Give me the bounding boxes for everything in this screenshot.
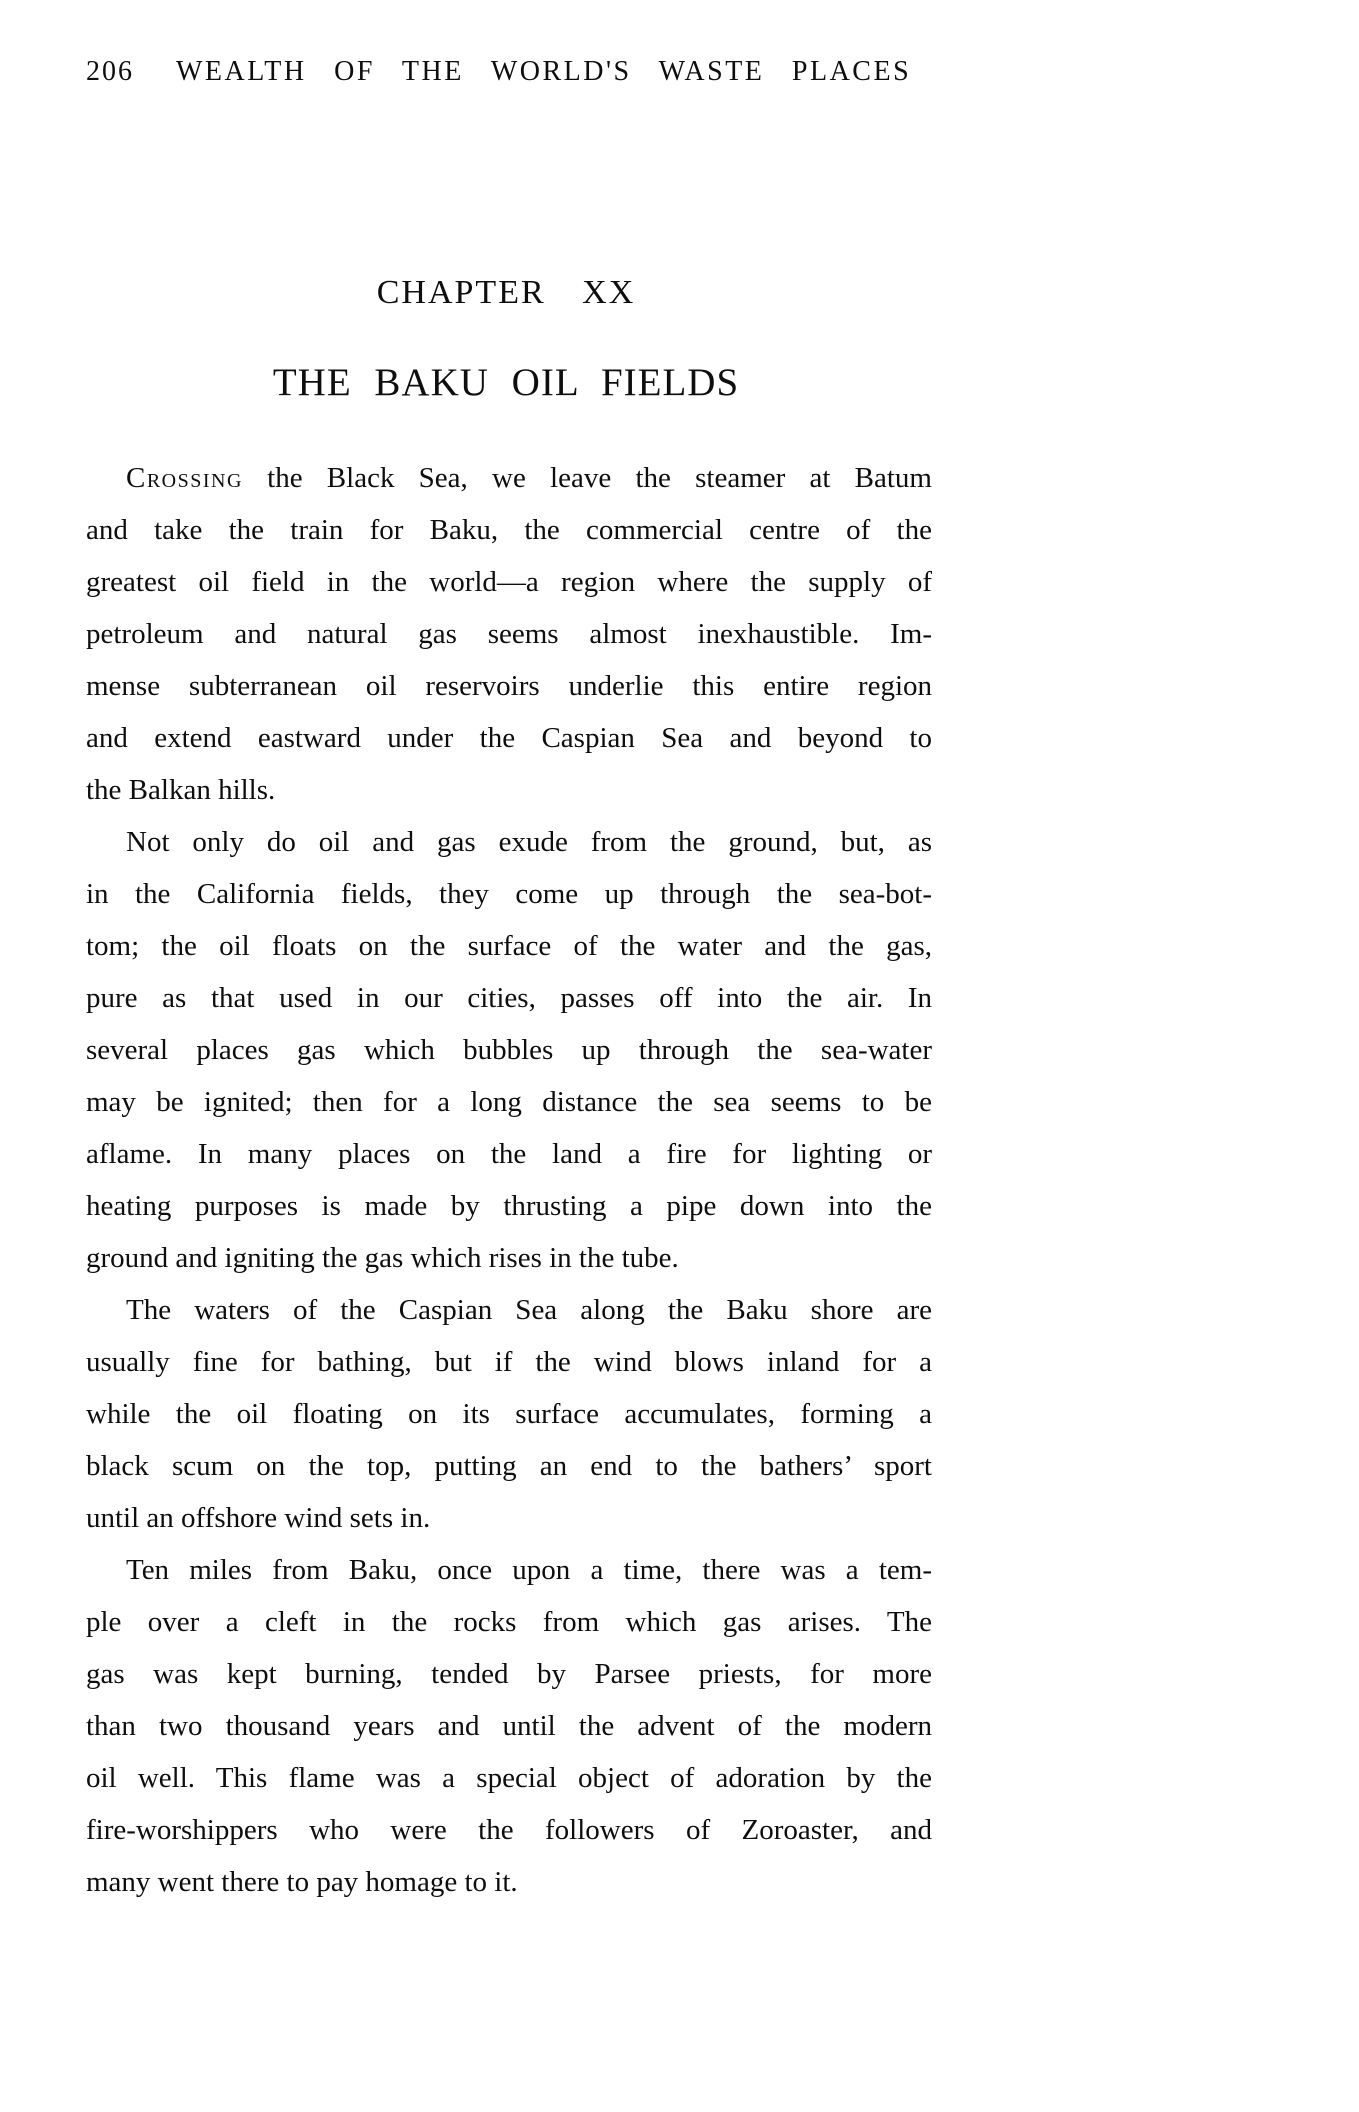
chapter-heading: CHAPTER XX	[376, 274, 636, 311]
paragraph	[86, 452, 932, 816]
text-line: tom; the oil floats on the surface of the water and the gas,	[86, 930, 932, 962]
chapter-title: THE BAKU OIL FIELDS	[272, 361, 740, 404]
paragraph	[86, 1284, 932, 1544]
text-line: Crossing the Black Sea, we leave the steamer at Batum	[126, 462, 932, 494]
text-line: mense subterranean oil reservoirs underlie this entire region	[86, 670, 932, 702]
text-line: may be ignited; then for a long distance the sea seems to be	[86, 1086, 932, 1118]
text-line: many went there to pay homage to it.	[86, 1866, 518, 1898]
text-line: and take the train for Baku, the commercial centre of the	[86, 514, 932, 546]
text-line: Ten miles from Baku, once upon a time, there was a tem-	[126, 1554, 932, 1586]
body-text	[86, 452, 932, 1908]
text-line: several places gas which bubbles up through the sea-water	[86, 1034, 932, 1066]
paragraph	[86, 816, 932, 1284]
text-line: until an offshore wind sets in.	[86, 1502, 431, 1534]
running-title: WEALTH OF THE WORLD'S WASTE PLACES	[176, 56, 912, 87]
page-number: 206	[86, 56, 134, 87]
text-line: The waters of the Caspian Sea along the Baku shore are	[126, 1294, 932, 1326]
text-line: pure as that used in our cities, passes off into the air. In	[86, 982, 932, 1014]
paragraph	[86, 1544, 932, 1908]
text-line: fire-worshippers who were the followers of Zoroaster, and	[86, 1814, 932, 1846]
text-line: aflame. In many places on the land a fire for lighting or	[86, 1138, 932, 1170]
text-line: gas was kept burning, tended by Parsee priests, for more	[86, 1658, 932, 1690]
text-line: and extend eastward under the Caspian Sea and beyond to	[86, 722, 932, 754]
smallcaps-lead: Crossing	[126, 462, 243, 494]
text-line: ple over a cleft in the rocks from which gas arises. The	[86, 1606, 932, 1638]
text-line: than two thousand years and until the advent of the modern	[86, 1710, 932, 1742]
text-line: heating purposes is made by thrusting a pipe down into the	[86, 1190, 932, 1222]
text-line: while the oil floating on its surface accumulates, forming a	[86, 1398, 932, 1430]
text-line: oil well. This flame was a special object of adoration by the	[86, 1762, 932, 1794]
page-header	[86, 56, 910, 88]
text-line: black scum on the top, putting an end to the bathers’ sport	[86, 1450, 932, 1482]
text-line: petroleum and natural gas seems almost inexhaustible. Im-	[86, 618, 932, 650]
text-line: the Balkan hills.	[86, 774, 276, 806]
text-line: usually fine for bathing, but if the wind blows inland for a	[86, 1346, 932, 1378]
text-line: ground and igniting the gas which rises in the tube.	[86, 1242, 679, 1274]
text-line: in the California fields, they come up through the sea-bot-	[86, 878, 932, 910]
text-line: greatest oil field in the world—a region where the supply of	[86, 566, 932, 598]
text-line: Not only do oil and gas exude from the ground, but, as	[126, 826, 932, 858]
